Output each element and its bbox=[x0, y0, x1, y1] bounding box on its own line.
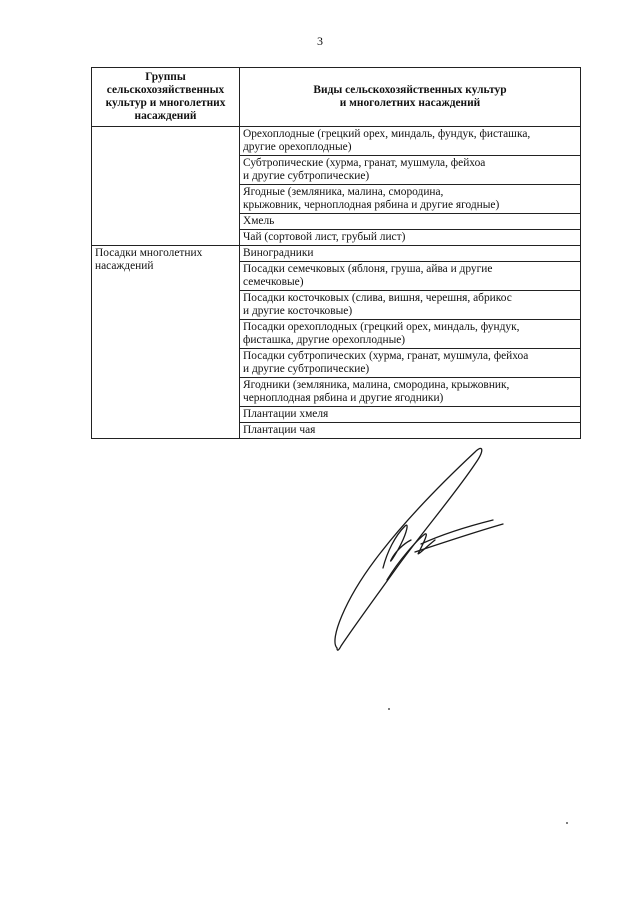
type-cell: Хмель bbox=[240, 214, 581, 230]
table-row bbox=[92, 246, 581, 262]
group-cell bbox=[92, 127, 240, 246]
type-cell: Орехоплодные (грецкий орех, миндаль, фундук, фисташка, другие орехоплодные) bbox=[240, 127, 581, 156]
crop-groups-table bbox=[91, 67, 581, 439]
table-row bbox=[92, 127, 581, 156]
group-cell: Посадки многолетних насаждений bbox=[92, 246, 240, 439]
type-cell: Чай (сортовой лист, грубый лист) bbox=[240, 230, 581, 246]
header-types: Виды сельскохозяйственных культур и многолетних насаждений bbox=[240, 68, 581, 127]
type-cell: Посадки косточковых (слива, вишня, черешня, абрикос и другие косточковые) bbox=[240, 291, 581, 320]
scan-speck bbox=[566, 822, 568, 824]
type-cell: Ягодные (земляника, малина, смородина, крыжовник, черноплодная рябина и другие ягодные) bbox=[240, 185, 581, 214]
type-cell: Субтропические (хурма, гранат, мушмула, фейхоа и другие субтропические) bbox=[240, 156, 581, 185]
type-cell: Посадки семечковых (яблоня, груша, айва и другие семечковые) bbox=[240, 262, 581, 291]
header-groups: Группы сельскохозяйственных культур и многолетних насаждений bbox=[92, 68, 240, 127]
type-cell: Посадки субтропических (хурма, гранат, мушмула, фейхоа и другие субтропические) bbox=[240, 349, 581, 378]
type-cell: Посадки орехоплодных (грецкий орех, миндаль, фундук, фисташка, другие орехоплодные) bbox=[240, 320, 581, 349]
handwritten-signature bbox=[325, 440, 525, 660]
type-cell: Виноградники bbox=[240, 246, 581, 262]
table-header-row bbox=[92, 68, 581, 127]
page-number: 3 bbox=[317, 34, 323, 48]
scan-speck bbox=[388, 708, 390, 710]
type-cell: Плантации чая bbox=[240, 423, 581, 439]
type-cell: Ягодники (земляника, малина, смородина, крыжовник, черноплодная рябина и другие ягодники) bbox=[240, 378, 581, 407]
type-cell: Плантации хмеля bbox=[240, 407, 581, 423]
